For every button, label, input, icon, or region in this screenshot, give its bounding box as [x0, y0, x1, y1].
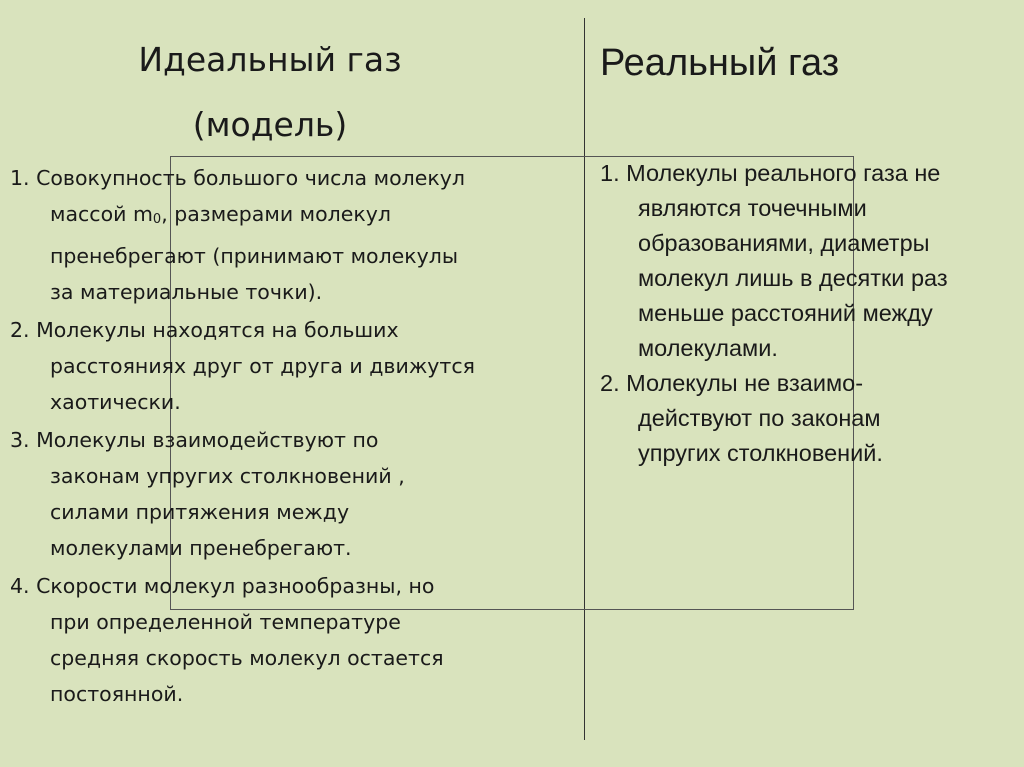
text-line: 1. Молекулы реального газа не: [600, 160, 941, 186]
text-line: силами притяжения между: [50, 500, 350, 524]
text-line: являются точечными: [638, 195, 867, 221]
right-title: Реальный газ: [600, 42, 840, 84]
text-line: 3. Молекулы взаимодействуют по: [10, 428, 379, 452]
ideal-gas-item-2: [10, 312, 570, 420]
ideal-gas-list: [10, 160, 570, 714]
text-line: пренебрегают (принимают молекулы: [50, 244, 459, 268]
text-fragment: , размерами молекул: [161, 202, 392, 226]
text-line: законам упругих столкновений ,: [50, 464, 405, 488]
text-line: при определенной температуре: [50, 610, 401, 634]
real-gas-item-1: [600, 156, 1020, 366]
text-line: 4. Скорости молекул разнообразны, но: [10, 574, 435, 598]
text-line: образованиями, диаметры: [638, 230, 930, 256]
text-line: действуют по законам: [638, 405, 881, 431]
text-line: 1. Совокупность большого числа молекул: [10, 166, 465, 190]
text-line: молекулами.: [638, 335, 778, 361]
text-line: 2. Молекулы находятся на больших: [10, 318, 399, 342]
text-line: молекул лишь в десятки раз: [638, 265, 948, 291]
subscript-zero: 0: [152, 212, 162, 227]
text-line: за материальные точки).: [50, 280, 323, 304]
text-line: [10, 196, 570, 238]
text-fragment: массой m: [50, 202, 153, 226]
ideal-gas-item-4: [10, 568, 570, 712]
text-line: хаотически.: [50, 390, 181, 414]
text-line: постоянной.: [50, 682, 184, 706]
text-line: меньше расстояний между: [638, 300, 933, 326]
ideal-gas-item-1: [10, 160, 570, 310]
real-gas-list: [600, 156, 1020, 471]
ideal-gas-item-3: [10, 422, 570, 566]
text-line: упругих столкновений.: [638, 440, 883, 466]
text-line: расстояниях друг от друга и движутся: [50, 354, 475, 378]
real-gas-item-2: [600, 366, 1020, 471]
left-title-line2: (модель): [192, 105, 348, 144]
text-line: 2. Молекулы не взаимо-: [600, 370, 864, 396]
left-title-line1: Идеальный газ: [138, 40, 402, 79]
text-line: средняя скорость молекул остается: [50, 646, 444, 670]
text-line: молекулами пренебрегают.: [50, 536, 352, 560]
